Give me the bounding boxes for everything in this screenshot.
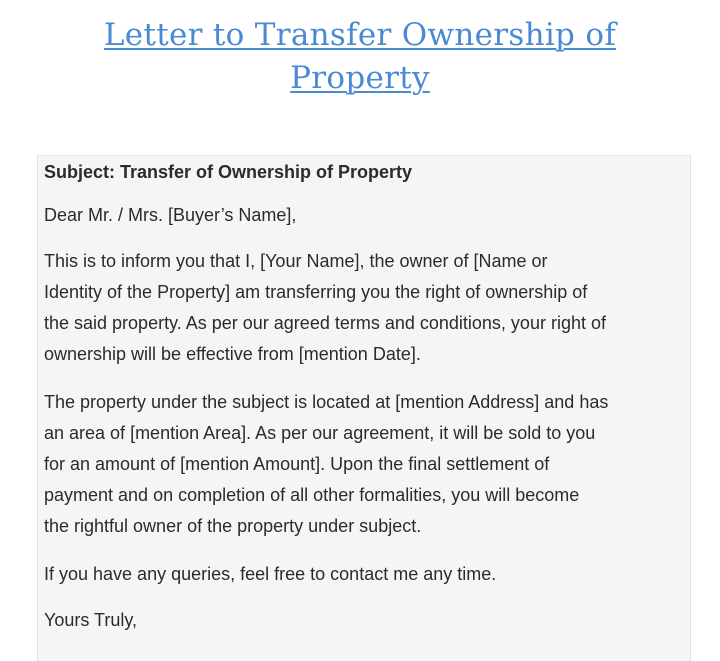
paragraph-line: The property under the subject is located at [mention Address] and has	[44, 392, 609, 412]
paragraph-line: the rightful owner of the property under subject.	[44, 516, 422, 536]
letter-subject: Subject: Transfer of Ownership of Property	[44, 162, 413, 182]
paragraph-line: Identity of the Property] am transferring you the right of ownership of	[44, 282, 588, 302]
title-line-1: Letter to Transfer Ownership of	[103, 17, 617, 53]
paragraph-line: for an amount of [mention Amount]. Upon the final settlement of	[44, 454, 550, 474]
title-line-2: Property	[290, 60, 430, 96]
letter-closing: Yours Truly,	[44, 610, 138, 630]
letter-salutation: Dear Mr. / Mrs. [Buyer’s Name],	[44, 205, 297, 225]
letter-paragraph-1	[44, 246, 690, 370]
paragraph-line: payment and on completion of all other formalities, you will become	[44, 485, 580, 505]
letter-paragraph-2	[44, 387, 690, 542]
document-title	[104, 14, 616, 100]
paragraph-line: an area of [mention Area]. As per our agreement, it will be sold to you	[44, 423, 596, 443]
paragraph-line: This is to inform you that I, [Your Name], the owner of [Name or	[44, 251, 548, 271]
paragraph-line: the said property. As per our agreed terms and conditions, your right of	[44, 313, 606, 333]
letter-paragraph-3: If you have any queries, feel free to contact me any time.	[44, 564, 497, 584]
document-title-area	[0, 14, 720, 100]
letter-body	[37, 155, 691, 661]
paragraph-line: ownership will be effective from [mention Date].	[44, 344, 421, 364]
